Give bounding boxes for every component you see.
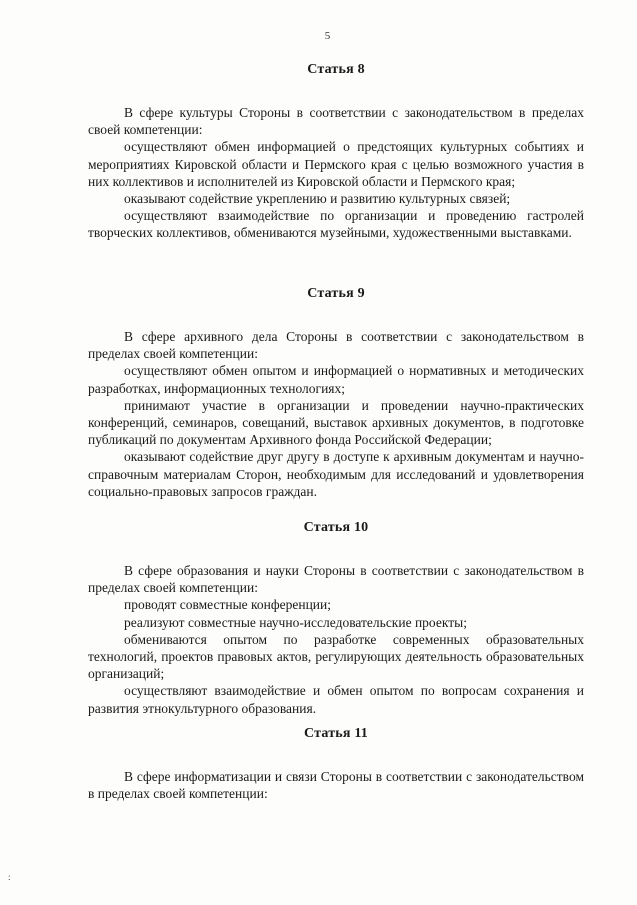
page-number: 5 bbox=[324, 30, 331, 42]
paragraph: осуществляют взаимодействие и обмен опытом по вопросам сохранения и развития этнокультурного образования. bbox=[88, 683, 584, 716]
article-10 bbox=[88, 520, 584, 717]
paragraph: проводят совместные конференции; bbox=[124, 597, 332, 613]
article-9 bbox=[88, 286, 584, 500]
paragraph: оказывают содействие укреплению и развитию культурных связей; bbox=[124, 191, 511, 207]
paragraph: осуществляют взаимодействие по организации и проведению гастролей творческих коллективов, обмениваются музейными, художественными выставками. bbox=[88, 208, 584, 241]
article-heading: Статья 8 bbox=[307, 62, 365, 77]
article-heading: Статья 10 bbox=[303, 520, 369, 535]
scan-mark: : bbox=[8, 872, 11, 882]
article-11 bbox=[88, 726, 584, 802]
paragraph: В сфере информатизации и связи Стороны в соответствии с законодательством в пределах своей компетенции: bbox=[88, 769, 584, 802]
article-8 bbox=[88, 62, 584, 242]
paragraph: оказывают содействие друг другу в доступе к архивным документам и научно-справочным материалам Сторон, необходимым для исследований и удовлетворения социально-правовых запросов граждан. bbox=[88, 449, 584, 499]
paragraph: обмениваются опытом по разработке современных образовательных технологий, проектов правовых актов, регулирующих деятельность образовательных организаций; bbox=[88, 631, 584, 682]
paragraph: осуществляют обмен опытом и информацией о нормативных и методических разработках, информационных технологиях; bbox=[88, 363, 584, 396]
article-heading: Статья 9 bbox=[307, 286, 365, 301]
paragraph: В сфере культуры Стороны в соответствии с законодательством в пределах своей компетенции: bbox=[88, 105, 584, 138]
article-heading: Статья 11 bbox=[304, 726, 368, 741]
paragraph: реализуют совместные научно-исследовательские проекты; bbox=[124, 614, 467, 630]
paragraph: В сфере образования и науки Стороны в соответствии с законодательством в пределах своей компетенции: bbox=[88, 563, 584, 596]
paragraph: принимают участие в организации и проведении научно-практических конференций, семинаров, совещаний, выставок архивных документов, в подготовке публикаций по документам Архивного фонда Российской Федерации; bbox=[88, 397, 584, 448]
paragraph: осуществляют обмен информацией о предстоящих культурных событиях и мероприятиях Кировской области и Пермского края с целью возможного участия в них коллективов и исполнителей из Кировской области и Пермского края; bbox=[88, 139, 584, 189]
paragraph: В сфере архивного дела Стороны в соответствии с законодательством в пределах своей компетенции: bbox=[88, 329, 584, 362]
